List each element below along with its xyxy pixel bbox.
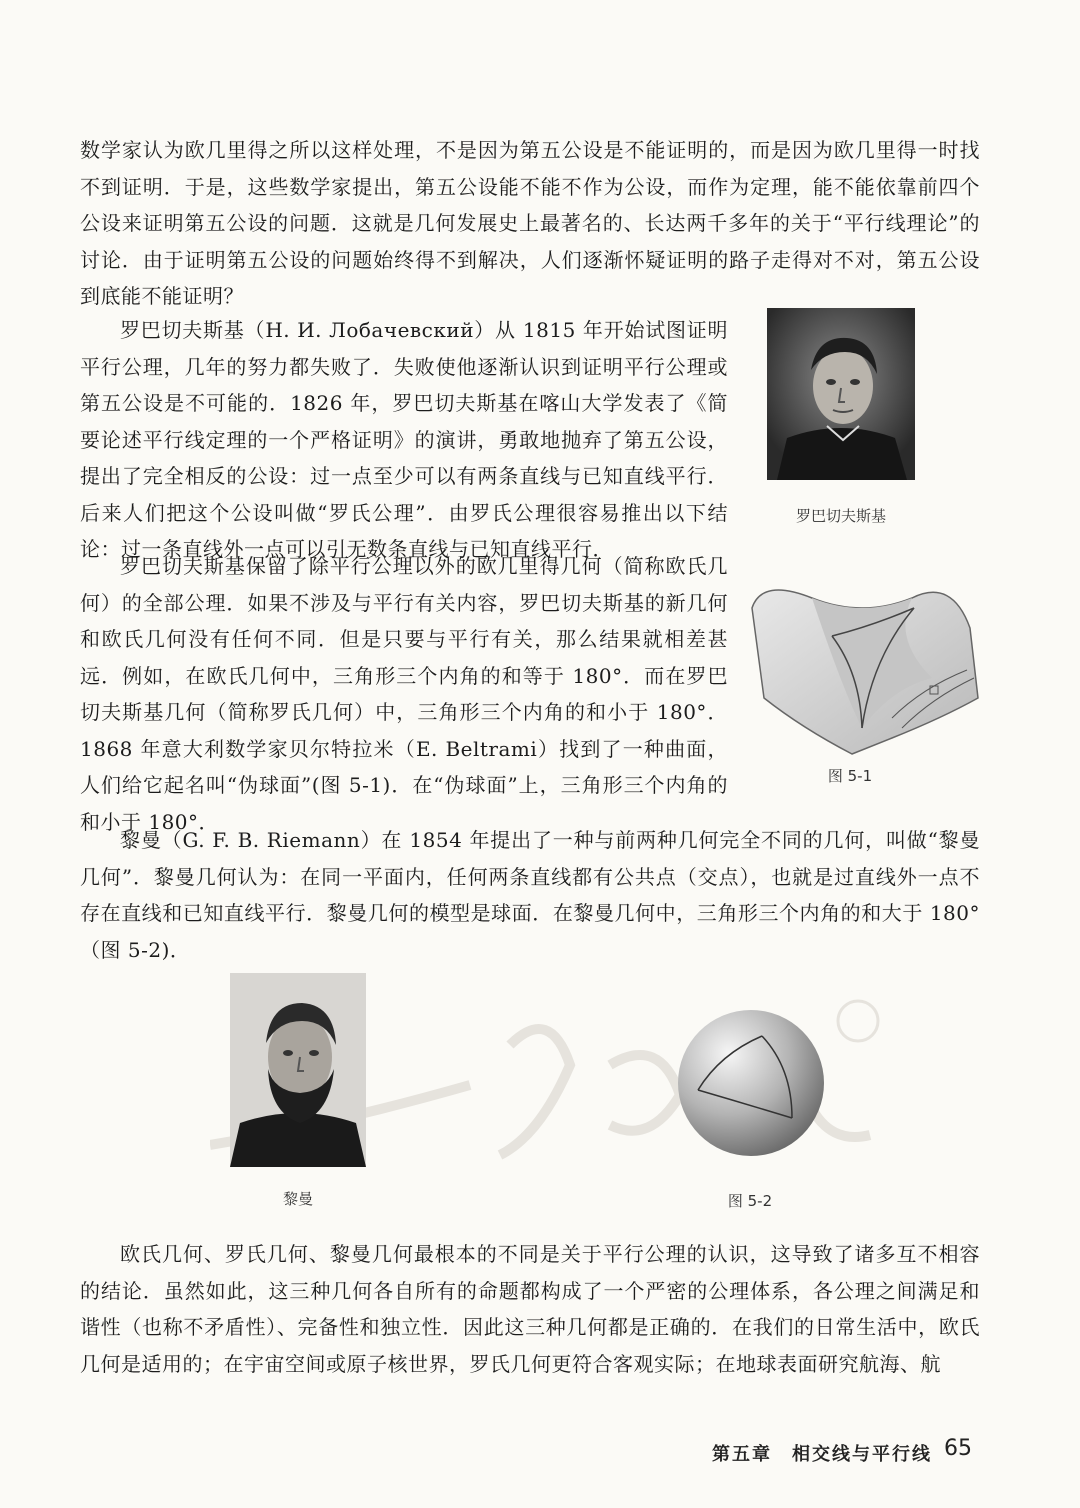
- pseudosphere-figure: [742, 578, 982, 758]
- paragraph-lobachevsky-geometry: 罗巴切夫斯基保留了除平行公理以外的欧几里得几何（简称欧氏几何）的全部公理．如果不涉及与平行有关内容，罗巴切夫斯基的新几何和欧氏几何没有任何不同．但是只要与平行有关，那么结果就相差甚远．例如，在欧氏几何中，三角形三个内角的和等于 180°．而在罗巴切夫斯基几何（简称罗氏几何）中，三角形三个内角的和小于 180°．1868 年意大利数学家贝尔特拉米（E. Beltrami）找到了一种曲面，人们给它起名叫“伪球面”(图 5-1)．在“伪球面”上，三角形三个内角的和小于 180°．: [80, 554, 728, 834]
- sphere-figure: [676, 1008, 826, 1158]
- lobachevsky-portrait: [767, 308, 915, 480]
- page-number: 65: [944, 1436, 972, 1461]
- paragraph-riemann: 黎曼（G. F. B. Riemann）在 1854 年提出了一种与前两种几何完全不同的几何，叫做“黎曼几何”．黎曼几何认为：在同一平面内，任何两条直线都有公共点（交点），也就是过直线外一点不存在直线和已知直线平行．黎曼几何的模型是球面．在黎曼几何中，三角形三个内角的和大于 180°（图 5-2)．: [80, 828, 980, 962]
- figure-5-1-caption: 图 5-1: [827, 767, 873, 785]
- lobachevsky-caption: 罗巴切夫斯基: [795, 507, 886, 525]
- paragraph-lobachevsky: 罗巴切夫斯基（Н. И. Лобачевский）从 1815 年开始试图证明平行公理，几年的努力都失败了．失败使他逐渐认识到证明平行公理或第五公设是不可能的．1826 年，罗巴切夫斯基在喀山大学发表了《简要论述平行线定理的一个严格证明》的演讲，勇敢地抛弃了第五公设，提出了完全相反的公设：过一点至少可以有两条直线与已知直线平行．后来人们把这个公设叫做“罗氏公理”．由罗氏公理很容易推出以下结论：过一条直线外一点可以引无数条直线与已知直线平行．: [80, 318, 728, 561]
- paragraph-fifth-postulate: 数学家认为欧几里得之所以这样处理，不是因为第五公设是不能证明的，而是因为欧几里得一时找不到证明．于是，这些数学家提出，第五公设能不能不作为公设，而作为定理，能不能依靠前四个公设来证明第五公设的问题．这就是几何发展史上最著名的、长达两千多年的关于“平行线理论”的讨论．由于证明第五公设的问题始终得不到解决，人们逐渐怀疑证明的路子走得对不对，第五公设到底能不能证明？: [80, 138, 980, 308]
- riemann-caption: 黎曼: [282, 1190, 313, 1208]
- riemann-portrait: [230, 973, 366, 1167]
- figure-5-2-caption: 图 5-2: [727, 1192, 773, 1210]
- paragraph-three-geometries: 欧氏几何、罗氏几何、黎曼几何最根本的不同是关于平行公理的认识，这导致了诸多互不相容的结论．虽然如此，这三种几何各自所有的命题都构成了一个严密的公理体系，各公理之间满足和谐性（也称不矛盾性）、完备性和独立性．因此这三种几何都是正确的．在我们的日常生活中，欧氏几何是适用的；在宇宙空间或原子核世界，罗氏几何更符合客观实际；在地球表面研究航海、航: [80, 1242, 980, 1376]
- chapter-footer: 第五章 相交线与平行线: [712, 1444, 932, 1465]
